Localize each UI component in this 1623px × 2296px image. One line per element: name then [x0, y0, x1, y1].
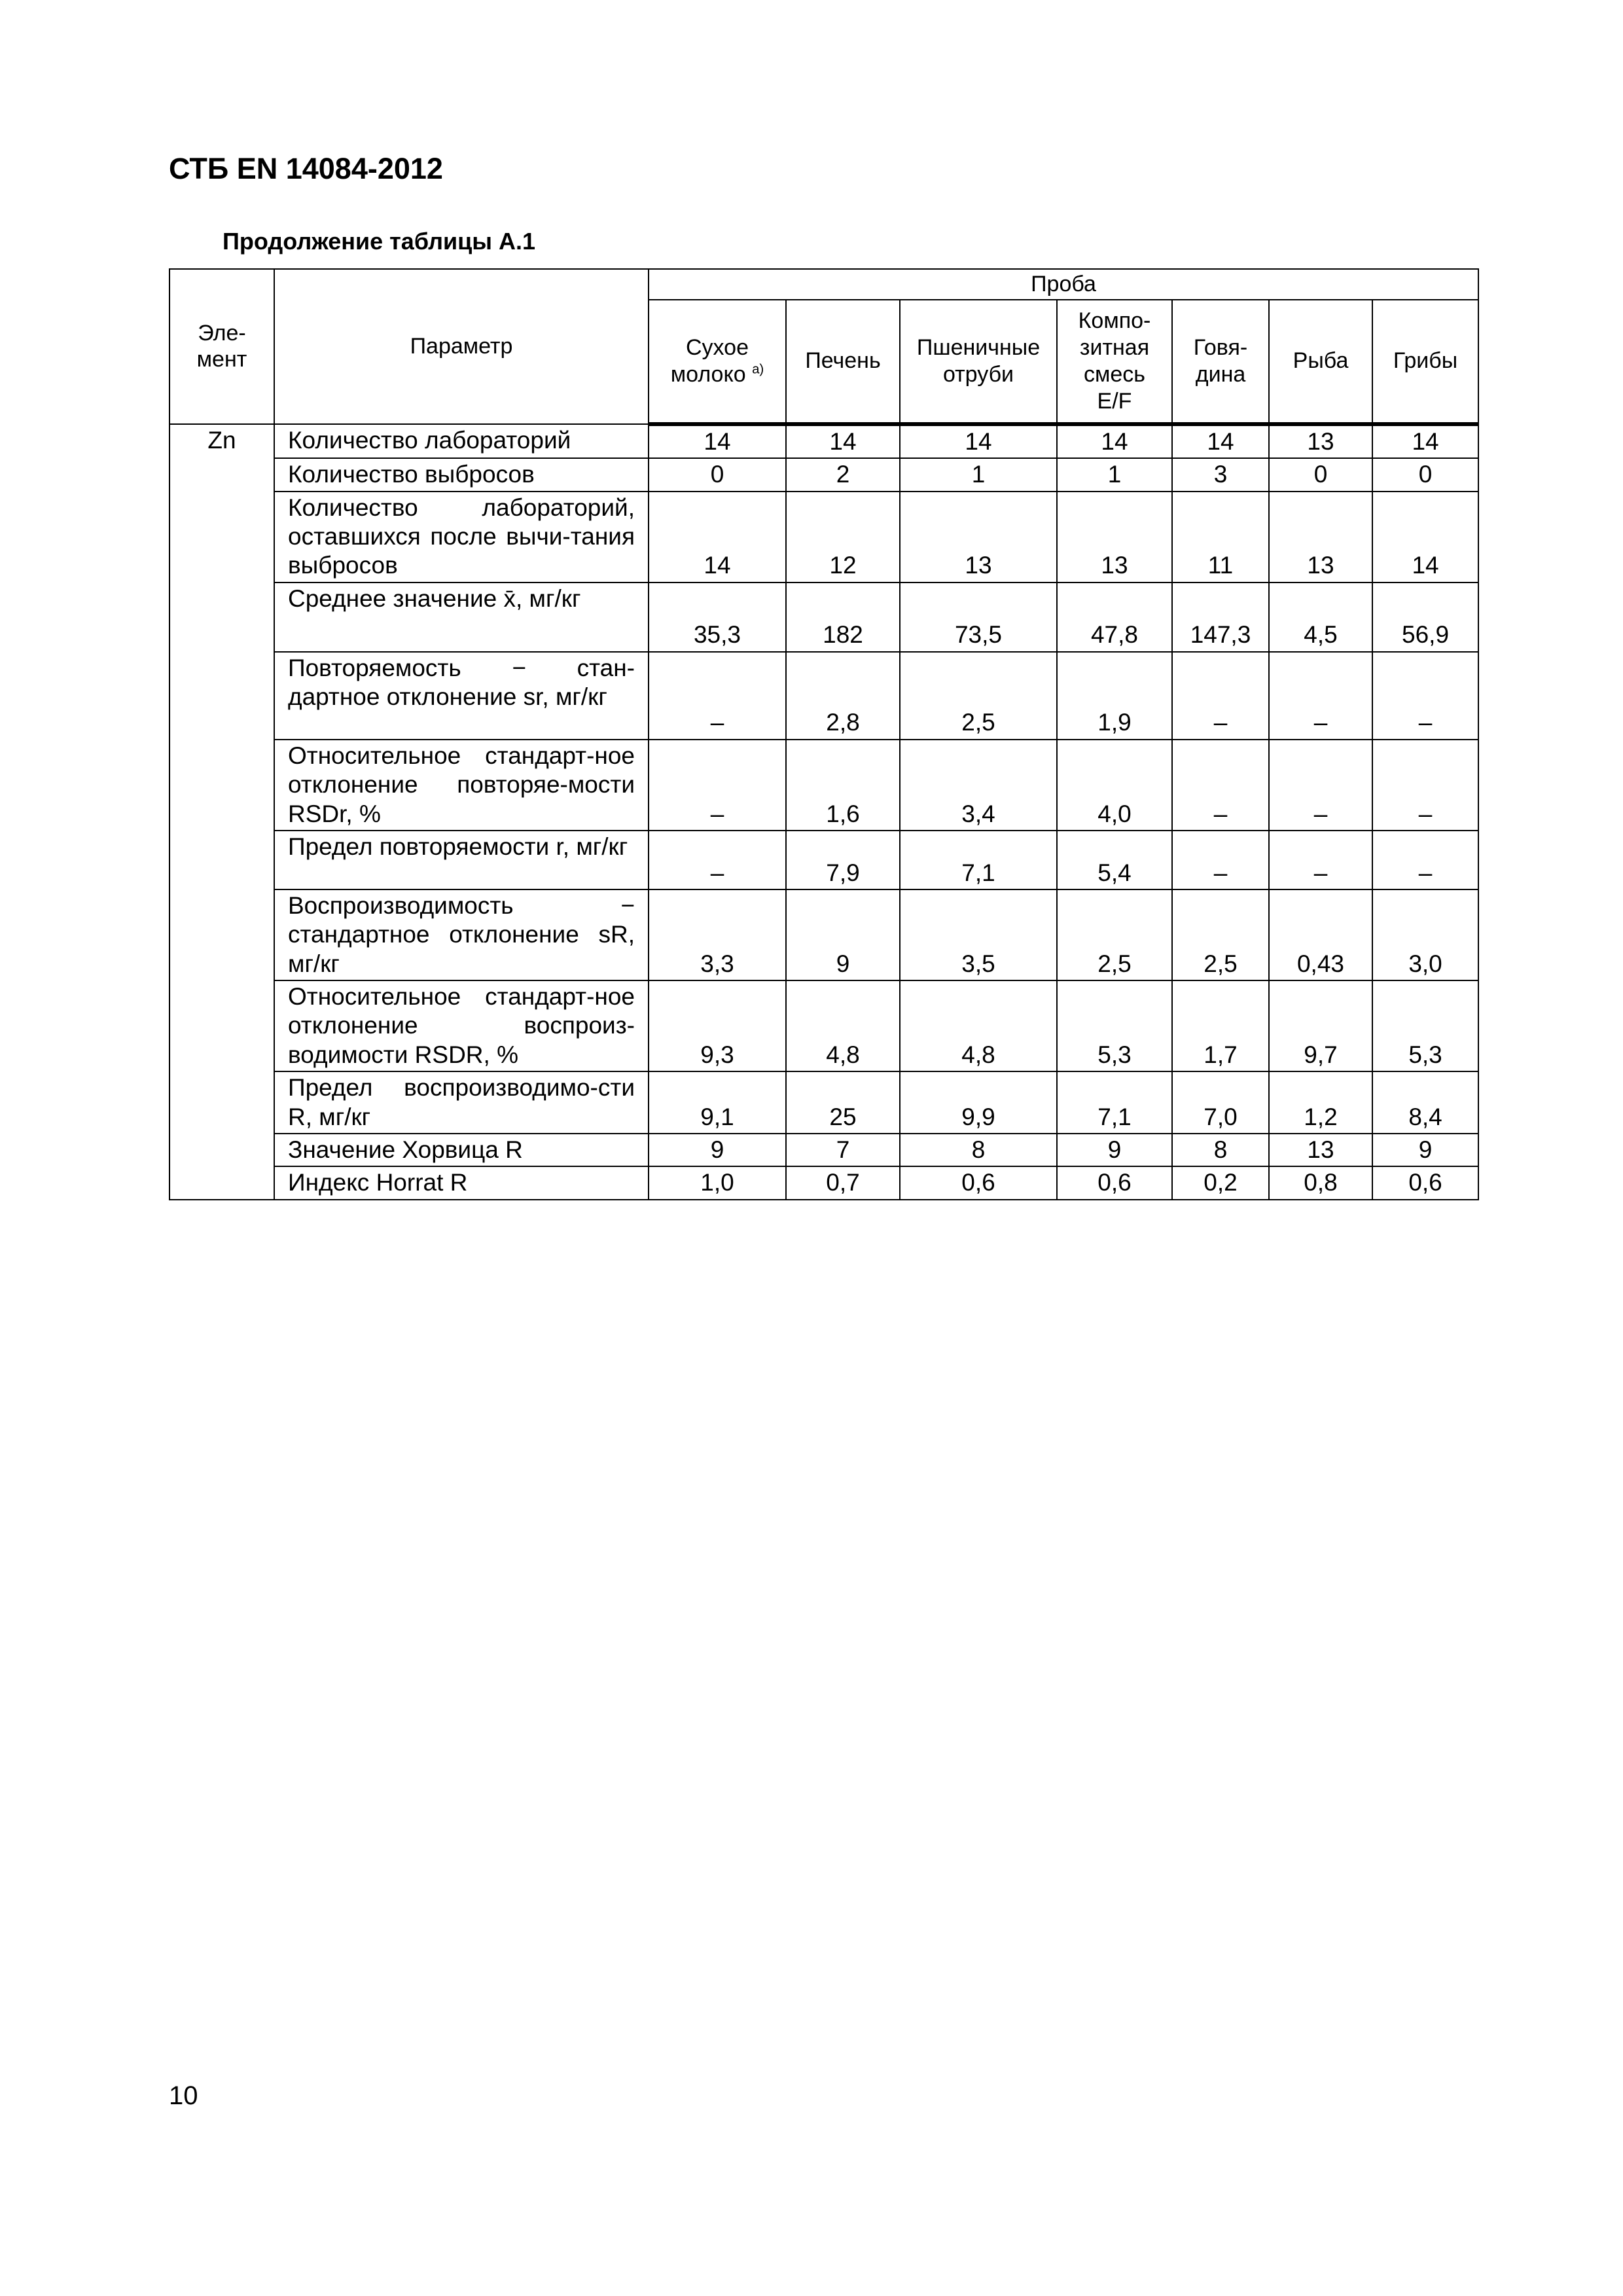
results-table [169, 268, 1479, 1200]
value-cell: – [1372, 831, 1478, 889]
value-cell: 147,3 [1172, 583, 1269, 652]
value-cell: 13 [900, 492, 1057, 583]
value-cell: 3,5 [900, 889, 1057, 980]
value-cell: 0 [1372, 458, 1478, 491]
sample-label: Компо- зитная смесь E/F [1078, 308, 1151, 414]
column-header-sample [649, 300, 786, 424]
value-cell: 4,8 [900, 980, 1057, 1071]
value-cell: 1,9 [1057, 652, 1172, 740]
value-cell: 9 [1057, 1134, 1172, 1166]
parameter-cell: Повторяемость − стан-дартное отклонение sr, мг/кг [274, 652, 649, 740]
value-cell: 1,7 [1172, 980, 1269, 1071]
value-cell: 2,5 [1057, 889, 1172, 980]
value-cell: 4,5 [1269, 583, 1372, 652]
value-cell: 4,0 [1057, 740, 1172, 831]
value-cell: 11 [1172, 492, 1269, 583]
value-cell: – [1372, 652, 1478, 740]
value-cell: 0,6 [900, 1166, 1057, 1199]
value-cell: – [1269, 831, 1372, 889]
parameter-cell: Предел воспроизводимо-сти R, мг/кг [274, 1071, 649, 1134]
column-header-sample [900, 300, 1057, 424]
value-cell: 56,9 [1372, 583, 1478, 652]
value-cell: 5,4 [1057, 831, 1172, 889]
value-cell: – [1372, 740, 1478, 831]
value-cell: 9,7 [1269, 980, 1372, 1071]
value-cell: 14 [649, 424, 786, 458]
table-body [169, 424, 1478, 1200]
column-header-sample [1372, 300, 1478, 424]
value-cell: 9,1 [649, 1071, 786, 1134]
value-cell: 9 [1372, 1134, 1478, 1166]
table-row [169, 980, 1478, 1071]
value-cell: 5,3 [1057, 980, 1172, 1071]
value-cell: 0,43 [1269, 889, 1372, 980]
value-cell: 0,6 [1372, 1166, 1478, 1199]
table-row [169, 424, 1478, 458]
value-cell: 13 [1269, 1134, 1372, 1166]
sample-label: Рыба [1293, 348, 1349, 374]
value-cell: – [1172, 831, 1269, 889]
value-cell: 8 [900, 1134, 1057, 1166]
value-cell: 2 [786, 458, 900, 491]
table-caption: Продолжение таблицы А.1 [223, 228, 536, 255]
column-header-sample [1172, 300, 1269, 424]
column-header-element: Эле- мент [169, 269, 274, 424]
value-cell: 3,3 [649, 889, 786, 980]
value-cell: 2,5 [900, 652, 1057, 740]
value-cell: 0 [1269, 458, 1372, 491]
value-cell: 7 [786, 1134, 900, 1166]
value-cell: 1 [1057, 458, 1172, 491]
value-cell: – [649, 652, 786, 740]
sample-label: Грибы [1393, 348, 1458, 374]
value-cell: 14 [1172, 424, 1269, 458]
footnote-marker: а) [752, 362, 764, 377]
column-header-parameter: Параметр [274, 269, 649, 424]
value-cell: – [1172, 740, 1269, 831]
value-cell: 14 [786, 424, 900, 458]
value-cell: 14 [1057, 424, 1172, 458]
value-cell: 14 [900, 424, 1057, 458]
value-cell: 13 [1269, 424, 1372, 458]
value-cell: 25 [786, 1071, 900, 1134]
value-cell: 3 [1172, 458, 1269, 491]
value-cell: 9,9 [900, 1071, 1057, 1134]
value-cell: 13 [1269, 492, 1372, 583]
value-cell: 12 [786, 492, 900, 583]
table-row [169, 1166, 1478, 1199]
value-cell: – [649, 831, 786, 889]
value-cell: 4,8 [786, 980, 900, 1071]
column-header-sample [1269, 300, 1372, 424]
value-cell: 1 [900, 458, 1057, 491]
sample-label: Говя- дина [1193, 335, 1248, 387]
value-cell: – [1269, 740, 1372, 831]
value-cell: 3,0 [1372, 889, 1478, 980]
value-cell: 7,1 [900, 831, 1057, 889]
table-head [169, 269, 1478, 424]
column-header-sample [786, 300, 900, 424]
parameter-cell: Индекс Horrat R [274, 1166, 649, 1199]
value-cell: 14 [1372, 424, 1478, 458]
parameter-cell: Количество лабораторий, оставшихся после вычи-тания выбросов [274, 492, 649, 583]
parameter-cell: Количество лабораторий [274, 424, 649, 458]
value-cell: 0,8 [1269, 1166, 1372, 1199]
value-cell: 182 [786, 583, 900, 652]
column-header-sample [1057, 300, 1172, 424]
element-cell: Zn [169, 424, 274, 1200]
table-row [169, 583, 1478, 652]
parameter-cell: Значение Хорвица R [274, 1134, 649, 1166]
value-cell: 14 [1372, 492, 1478, 583]
value-cell: 0,2 [1172, 1166, 1269, 1199]
value-cell: 1,2 [1269, 1071, 1372, 1134]
parameter-cell: Относительное стандарт-ное отклонение повторяе-мости RSDr, % [274, 740, 649, 831]
value-cell: 1,6 [786, 740, 900, 831]
value-cell: – [1172, 652, 1269, 740]
value-cell: 73,5 [900, 583, 1057, 652]
value-cell: 9,3 [649, 980, 786, 1071]
parameter-cell: Среднее значение x̄, мг/кг [274, 583, 649, 652]
table-row [169, 458, 1478, 491]
value-cell: 2,8 [786, 652, 900, 740]
value-cell: 8 [1172, 1134, 1269, 1166]
document-code: СТБ EN 14084-2012 [169, 152, 443, 185]
value-cell: 9 [649, 1134, 786, 1166]
value-cell: 3,4 [900, 740, 1057, 831]
table-row [169, 740, 1478, 831]
value-cell: 7,1 [1057, 1071, 1172, 1134]
value-cell: 0 [649, 458, 786, 491]
parameter-cell: Предел повторяемости r, мг/кг [274, 831, 649, 889]
table-row [169, 1071, 1478, 1134]
value-cell: – [649, 740, 786, 831]
value-cell: 47,8 [1057, 583, 1172, 652]
value-cell: 1,0 [649, 1166, 786, 1199]
table-row [169, 1134, 1478, 1166]
value-cell: 9 [786, 889, 900, 980]
value-cell: 35,3 [649, 583, 786, 652]
column-header-sample-group: Проба [649, 269, 1478, 300]
value-cell: 14 [649, 492, 786, 583]
table-row [169, 889, 1478, 980]
value-cell: 13 [1057, 492, 1172, 583]
page-number: 10 [169, 2081, 198, 2110]
parameter-cell: Количество выбросов [274, 458, 649, 491]
value-cell: 0,6 [1057, 1166, 1172, 1199]
value-cell: 0,7 [786, 1166, 900, 1199]
parameter-cell: Воспроизводимость − стандартное отклонение sR, мг/кг [274, 889, 649, 980]
table-row [169, 492, 1478, 583]
value-cell: 8,4 [1372, 1071, 1478, 1134]
sample-label: Сухое молоко [670, 335, 749, 387]
table-row [169, 652, 1478, 740]
value-cell: 2,5 [1172, 889, 1269, 980]
table-row [169, 831, 1478, 889]
value-cell: 7,0 [1172, 1071, 1269, 1134]
parameter-cell: Относительное стандарт-ное отклонение воспроиз-водимости RSDR, % [274, 980, 649, 1071]
value-cell: – [1269, 652, 1372, 740]
value-cell: 5,3 [1372, 980, 1478, 1071]
value-cell: 7,9 [786, 831, 900, 889]
sample-label: Пшеничные отруби [916, 335, 1041, 387]
sample-label: Печень [805, 348, 881, 374]
